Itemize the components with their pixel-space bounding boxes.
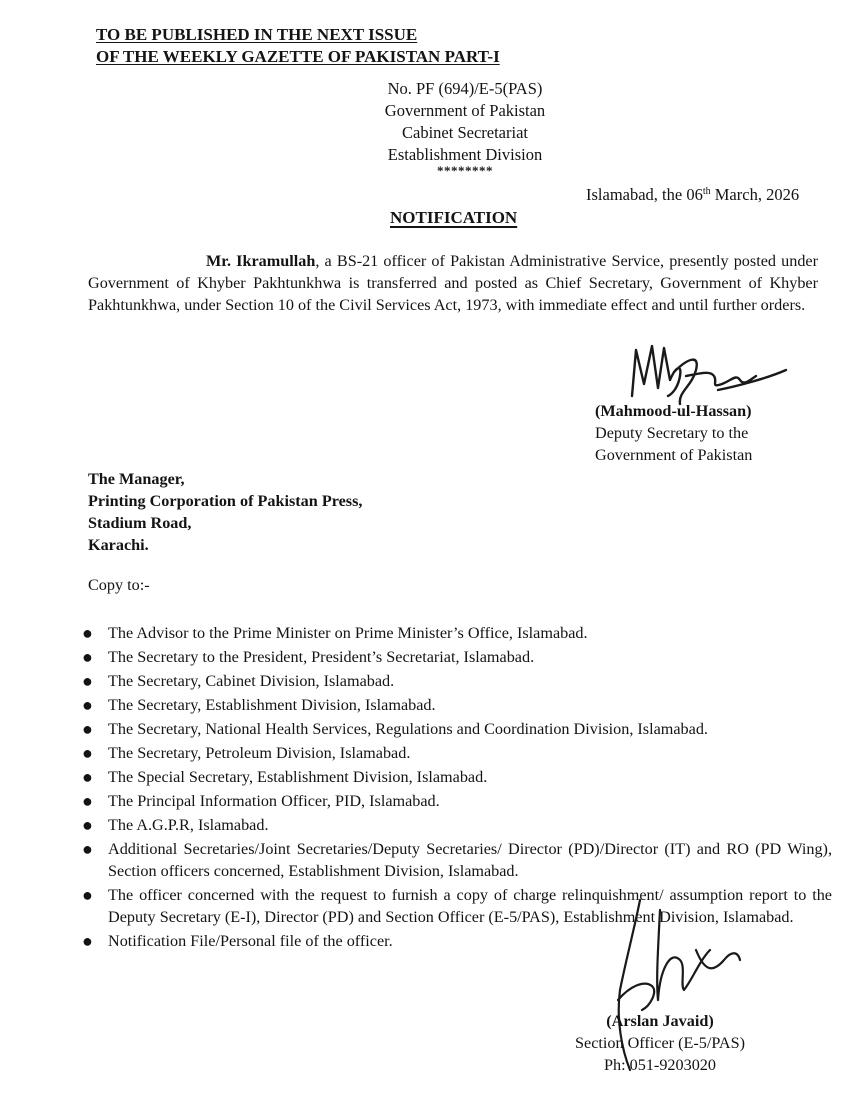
list-item: ● The A.G.P.R, Islamabad.: [82, 815, 269, 835]
notification-text: , a BS-21 officer of Pakistan Administrative Service, presently posted under Government of Khyber Pakhtunkhwa is transferred and posted as Chief Secretary, Government of Khyber Pakhtunkhwa, under Section 10 of the Civil Services Act, 1973, with immediate effect and until further orders.: [88, 252, 818, 314]
reference-secretariat: Cabinet Secretariat: [402, 123, 528, 142]
date-prefix: Islamabad, the 06: [586, 185, 703, 204]
reference-stars: ********: [437, 163, 493, 178]
list-item: ● The Advisor to the Prime Minister on Prime Minister’s Office, Islamabad.: [82, 623, 588, 643]
signatory-1: [595, 400, 752, 466]
list-item: ● The Special Secretary, Establishment Division, Islamabad.: [82, 767, 488, 787]
signatory-2: [555, 1010, 765, 1076]
reference-government: Government of Pakistan: [384, 101, 546, 120]
recipient-address: [88, 468, 362, 556]
bullet-icon: ●: [82, 931, 93, 951]
address-line-1: The Manager,: [88, 470, 185, 488]
signatory-1-name: (Mahmood-ul-Hassan): [595, 402, 752, 420]
bullet-icon: ●: [82, 623, 93, 643]
bullet-icon: ●: [82, 791, 93, 811]
reference-division: Establishment Division: [387, 145, 543, 164]
bullet-icon: ●: [82, 743, 93, 763]
list-item: ● The Secretary, Establishment Division, Islamabad.: [82, 695, 436, 715]
list-item: ● Additional Secretaries/Joint Secretaries/Deputy Secretaries/ Director (PD)/Director (IT) and RO (PD Wing), Section officers concerned, Establishment Division, Islamabad.: [82, 839, 832, 880]
address-line-3: Stadium Road,: [88, 514, 192, 532]
gazette-header-line2: OF THE WEEKLY GAZETTE OF PAKISTAN PART-I: [96, 47, 500, 66]
signatory-2-designation: Section Officer (E-5/PAS): [575, 1034, 745, 1052]
list-item: ● The Secretary, Petroleum Division, Islamabad.: [82, 743, 411, 763]
list-item: ● The Secretary to the President, President’s Secretariat, Islamabad.: [82, 647, 535, 667]
bullet-icon: ●: [82, 815, 93, 835]
date-rest: March, 2026: [710, 185, 800, 204]
list-item: ● The officer concerned with the request to furnish a copy of charge relinquishment/ assumption report to the Deputy Secretary (E-I), Director (PD) and Section Officer (E-5/PAS), Establishment Division, Islamabad.: [82, 885, 832, 926]
list-item: ● The Secretary, National Health Services, Regulations and Coordination Division, Islamabad.: [82, 719, 708, 739]
list-item: ● Notification File/Personal file of the officer.: [82, 931, 393, 951]
bullet-icon: ●: [82, 767, 93, 787]
notification-body: [88, 250, 818, 316]
signatory-1-designation-2: Government of Pakistan: [595, 446, 753, 464]
date-suffix: th: [702, 186, 711, 197]
gazette-header-line1: TO BE PUBLISHED IN THE NEXT ISSUE: [96, 25, 418, 44]
bullet-icon: ●: [82, 885, 93, 905]
copy-to-label: Copy to:-: [88, 576, 150, 594]
bullet-icon: ●: [82, 671, 93, 691]
list-item: ● The Principal Information Officer, PID, Islamabad.: [82, 791, 440, 811]
signatory-1-designation-1: Deputy Secretary to the: [595, 424, 749, 442]
bullet-icon: ●: [82, 695, 93, 715]
signatory-2-name: (Arslan Javaid): [606, 1012, 714, 1030]
bullet-icon: ●: [82, 719, 93, 739]
reference-block: [370, 78, 560, 176]
address-line-2: Printing Corporation of Pakistan Press,: [88, 492, 363, 510]
officer-name: Mr. Ikramullah: [206, 252, 316, 270]
reference-number: No. PF (694)/E-5(PAS): [387, 79, 543, 98]
signatory-2-phone: Ph: 051-9203020: [604, 1056, 716, 1074]
bullet-icon: ●: [82, 647, 93, 667]
bullet-icon: ●: [82, 839, 93, 859]
copy-list: [82, 622, 832, 954]
notification-title: NOTIFICATION: [390, 208, 518, 227]
address-line-4: Karachi.: [88, 536, 149, 554]
list-item: ● The Secretary, Cabinet Division, Islamabad.: [82, 671, 395, 691]
issue-date: [586, 185, 799, 205]
